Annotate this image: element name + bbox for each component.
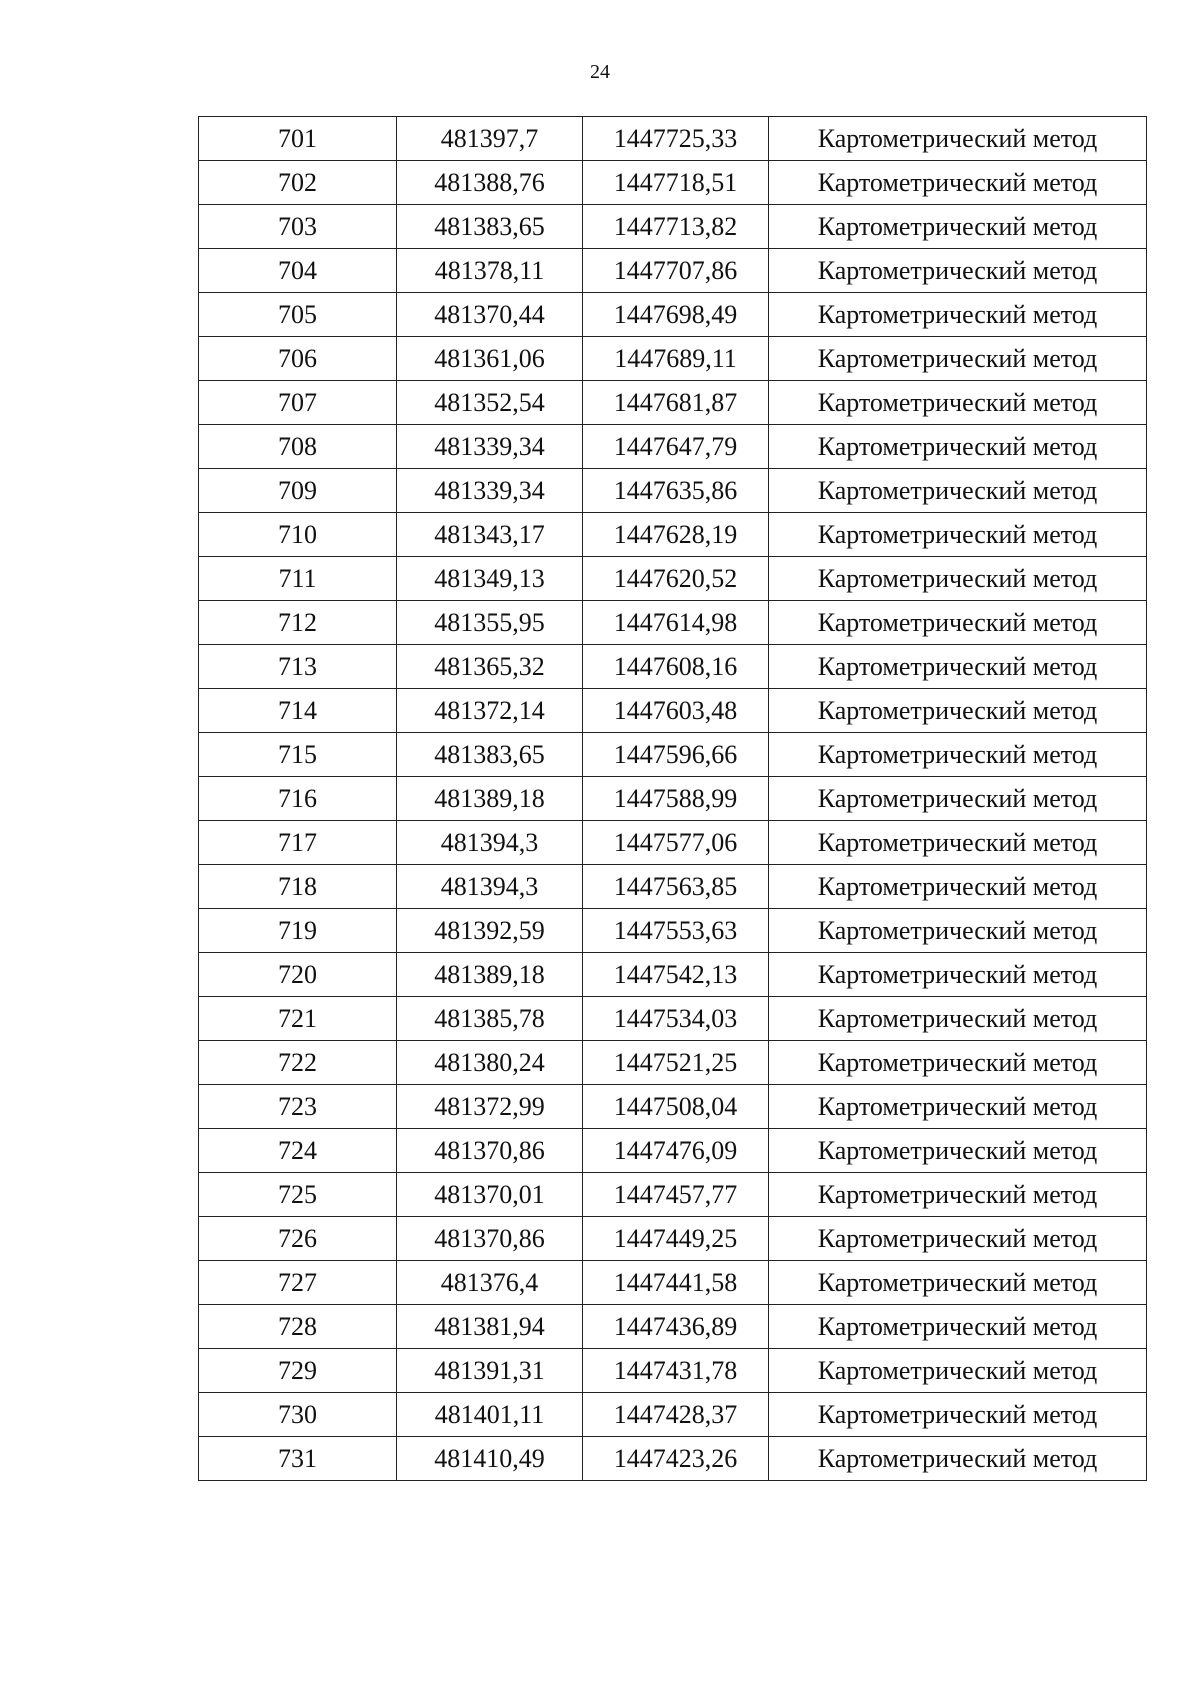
method-cell: Картометрический метод: [769, 1041, 1147, 1085]
y-coordinate-cell: 1447436,89: [583, 1305, 769, 1349]
x-coordinate-cell: 481394,3: [397, 865, 583, 909]
table-row: [199, 645, 1147, 689]
y-coordinate-cell: 1447608,16: [583, 645, 769, 689]
table-row: [199, 249, 1147, 293]
x-coordinate-cell: 481370,01: [397, 1173, 583, 1217]
point-number-cell: 726: [199, 1217, 397, 1261]
table-row: [199, 997, 1147, 1041]
y-coordinate-cell: 1447707,86: [583, 249, 769, 293]
method-cell: Картометрический метод: [769, 425, 1147, 469]
table-row: [199, 1173, 1147, 1217]
x-coordinate-cell: 481392,59: [397, 909, 583, 953]
table-row: [199, 337, 1147, 381]
point-number-cell: 715: [199, 733, 397, 777]
x-coordinate-cell: 481349,13: [397, 557, 583, 601]
method-cell: Картометрический метод: [769, 601, 1147, 645]
point-number-cell: 724: [199, 1129, 397, 1173]
y-coordinate-cell: 1447521,25: [583, 1041, 769, 1085]
y-coordinate-cell: 1447689,11: [583, 337, 769, 381]
point-number-cell: 710: [199, 513, 397, 557]
point-number-cell: 709: [199, 469, 397, 513]
x-coordinate-cell: 481370,86: [397, 1129, 583, 1173]
point-number-cell: 725: [199, 1173, 397, 1217]
x-coordinate-cell: 481380,24: [397, 1041, 583, 1085]
x-coordinate-cell: 481355,95: [397, 601, 583, 645]
x-coordinate-cell: 481381,94: [397, 1305, 583, 1349]
method-cell: Картометрический метод: [769, 1085, 1147, 1129]
y-coordinate-cell: 1447718,51: [583, 161, 769, 205]
point-number-cell: 723: [199, 1085, 397, 1129]
table-row: [199, 1349, 1147, 1393]
y-coordinate-cell: 1447628,19: [583, 513, 769, 557]
point-number-cell: 718: [199, 865, 397, 909]
y-coordinate-cell: 1447423,26: [583, 1437, 769, 1481]
point-number-cell: 712: [199, 601, 397, 645]
x-coordinate-cell: 481383,65: [397, 733, 583, 777]
y-coordinate-cell: 1447457,77: [583, 1173, 769, 1217]
y-coordinate-cell: 1447588,99: [583, 777, 769, 821]
table-row: [199, 425, 1147, 469]
table-row: [199, 205, 1147, 249]
y-coordinate-cell: 1447449,25: [583, 1217, 769, 1261]
x-coordinate-cell: 481397,7: [397, 117, 583, 161]
method-cell: Картометрический метод: [769, 1217, 1147, 1261]
x-coordinate-cell: 481401,11: [397, 1393, 583, 1437]
point-number-cell: 711: [199, 557, 397, 601]
table-row: [199, 469, 1147, 513]
table-row: [199, 557, 1147, 601]
method-cell: Картометрический метод: [769, 865, 1147, 909]
point-number-cell: 722: [199, 1041, 397, 1085]
method-cell: Картометрический метод: [769, 249, 1147, 293]
x-coordinate-cell: 481388,76: [397, 161, 583, 205]
point-number-cell: 731: [199, 1437, 397, 1481]
coordinates-table-body: [199, 117, 1147, 1481]
method-cell: Картометрический метод: [769, 645, 1147, 689]
y-coordinate-cell: 1447698,49: [583, 293, 769, 337]
point-number-cell: 719: [199, 909, 397, 953]
method-cell: Картометрический метод: [769, 513, 1147, 557]
point-number-cell: 727: [199, 1261, 397, 1305]
table-row: [199, 821, 1147, 865]
x-coordinate-cell: 481376,4: [397, 1261, 583, 1305]
point-number-cell: 713: [199, 645, 397, 689]
method-cell: Картометрический метод: [769, 557, 1147, 601]
x-coordinate-cell: 481352,54: [397, 381, 583, 425]
point-number-cell: 716: [199, 777, 397, 821]
point-number-cell: 707: [199, 381, 397, 425]
y-coordinate-cell: 1447431,78: [583, 1349, 769, 1393]
y-coordinate-cell: 1447553,63: [583, 909, 769, 953]
coordinates-table: [198, 116, 1147, 1481]
y-coordinate-cell: 1447713,82: [583, 205, 769, 249]
method-cell: Картометрический метод: [769, 997, 1147, 1041]
x-coordinate-cell: 481370,86: [397, 1217, 583, 1261]
table-row: [199, 689, 1147, 733]
x-coordinate-cell: 481385,78: [397, 997, 583, 1041]
method-cell: Картометрический метод: [769, 953, 1147, 997]
table-row: [199, 1393, 1147, 1437]
point-number-cell: 730: [199, 1393, 397, 1437]
y-coordinate-cell: 1447441,58: [583, 1261, 769, 1305]
y-coordinate-cell: 1447603,48: [583, 689, 769, 733]
x-coordinate-cell: 481343,17: [397, 513, 583, 557]
point-number-cell: 720: [199, 953, 397, 997]
table-row: [199, 381, 1147, 425]
table-row: [199, 1041, 1147, 1085]
x-coordinate-cell: 481361,06: [397, 337, 583, 381]
y-coordinate-cell: 1447476,09: [583, 1129, 769, 1173]
x-coordinate-cell: 481389,18: [397, 953, 583, 997]
x-coordinate-cell: 481372,14: [397, 689, 583, 733]
method-cell: Картометрический метод: [769, 1129, 1147, 1173]
x-coordinate-cell: 481370,44: [397, 293, 583, 337]
x-coordinate-cell: 481410,49: [397, 1437, 583, 1481]
point-number-cell: 705: [199, 293, 397, 337]
x-coordinate-cell: 481339,34: [397, 425, 583, 469]
table-row: [199, 513, 1147, 557]
y-coordinate-cell: 1447635,86: [583, 469, 769, 513]
table-row: [199, 909, 1147, 953]
method-cell: Картометрический метод: [769, 689, 1147, 733]
x-coordinate-cell: 481394,3: [397, 821, 583, 865]
table-row: [199, 1261, 1147, 1305]
y-coordinate-cell: 1447577,06: [583, 821, 769, 865]
method-cell: Картометрический метод: [769, 909, 1147, 953]
point-number-cell: 706: [199, 337, 397, 381]
method-cell: Картометрический метод: [769, 161, 1147, 205]
method-cell: Картометрический метод: [769, 381, 1147, 425]
method-cell: Картометрический метод: [769, 1305, 1147, 1349]
method-cell: Картометрический метод: [769, 1393, 1147, 1437]
point-number-cell: 728: [199, 1305, 397, 1349]
y-coordinate-cell: 1447428,37: [583, 1393, 769, 1437]
y-coordinate-cell: 1447620,52: [583, 557, 769, 601]
table-row: [199, 161, 1147, 205]
method-cell: Картометрический метод: [769, 1261, 1147, 1305]
method-cell: Картометрический метод: [769, 777, 1147, 821]
method-cell: Картометрический метод: [769, 733, 1147, 777]
point-number-cell: 701: [199, 117, 397, 161]
table-row: [199, 865, 1147, 909]
method-cell: Картометрический метод: [769, 117, 1147, 161]
method-cell: Картометрический метод: [769, 337, 1147, 381]
point-number-cell: 702: [199, 161, 397, 205]
page-number: 24: [590, 61, 610, 83]
method-cell: Картометрический метод: [769, 469, 1147, 513]
table-row: [199, 1085, 1147, 1129]
point-number-cell: 714: [199, 689, 397, 733]
point-number-cell: 703: [199, 205, 397, 249]
y-coordinate-cell: 1447534,03: [583, 997, 769, 1041]
method-cell: Картометрический метод: [769, 1437, 1147, 1481]
table-row: [199, 1305, 1147, 1349]
method-cell: Картометрический метод: [769, 821, 1147, 865]
x-coordinate-cell: 481383,65: [397, 205, 583, 249]
x-coordinate-cell: 481372,99: [397, 1085, 583, 1129]
table-row: [199, 601, 1147, 645]
y-coordinate-cell: 1447596,66: [583, 733, 769, 777]
method-cell: Картометрический метод: [769, 205, 1147, 249]
method-cell: Картометрический метод: [769, 293, 1147, 337]
y-coordinate-cell: 1447563,85: [583, 865, 769, 909]
y-coordinate-cell: 1447681,87: [583, 381, 769, 425]
table-row: [199, 777, 1147, 821]
method-cell: Картометрический метод: [769, 1349, 1147, 1393]
x-coordinate-cell: 481378,11: [397, 249, 583, 293]
x-coordinate-cell: 481389,18: [397, 777, 583, 821]
table-row: [199, 953, 1147, 997]
y-coordinate-cell: 1447725,33: [583, 117, 769, 161]
method-cell: Картометрический метод: [769, 1173, 1147, 1217]
point-number-cell: 729: [199, 1349, 397, 1393]
table-row: [199, 293, 1147, 337]
table-row: [199, 1437, 1147, 1481]
y-coordinate-cell: 1447647,79: [583, 425, 769, 469]
x-coordinate-cell: 481391,31: [397, 1349, 583, 1393]
table-row: [199, 1217, 1147, 1261]
point-number-cell: 721: [199, 997, 397, 1041]
x-coordinate-cell: 481365,32: [397, 645, 583, 689]
table-row: [199, 1129, 1147, 1173]
table-row: [199, 117, 1147, 161]
table-row: [199, 733, 1147, 777]
point-number-cell: 704: [199, 249, 397, 293]
y-coordinate-cell: 1447614,98: [583, 601, 769, 645]
x-coordinate-cell: 481339,34: [397, 469, 583, 513]
point-number-cell: 708: [199, 425, 397, 469]
y-coordinate-cell: 1447542,13: [583, 953, 769, 997]
point-number-cell: 717: [199, 821, 397, 865]
y-coordinate-cell: 1447508,04: [583, 1085, 769, 1129]
